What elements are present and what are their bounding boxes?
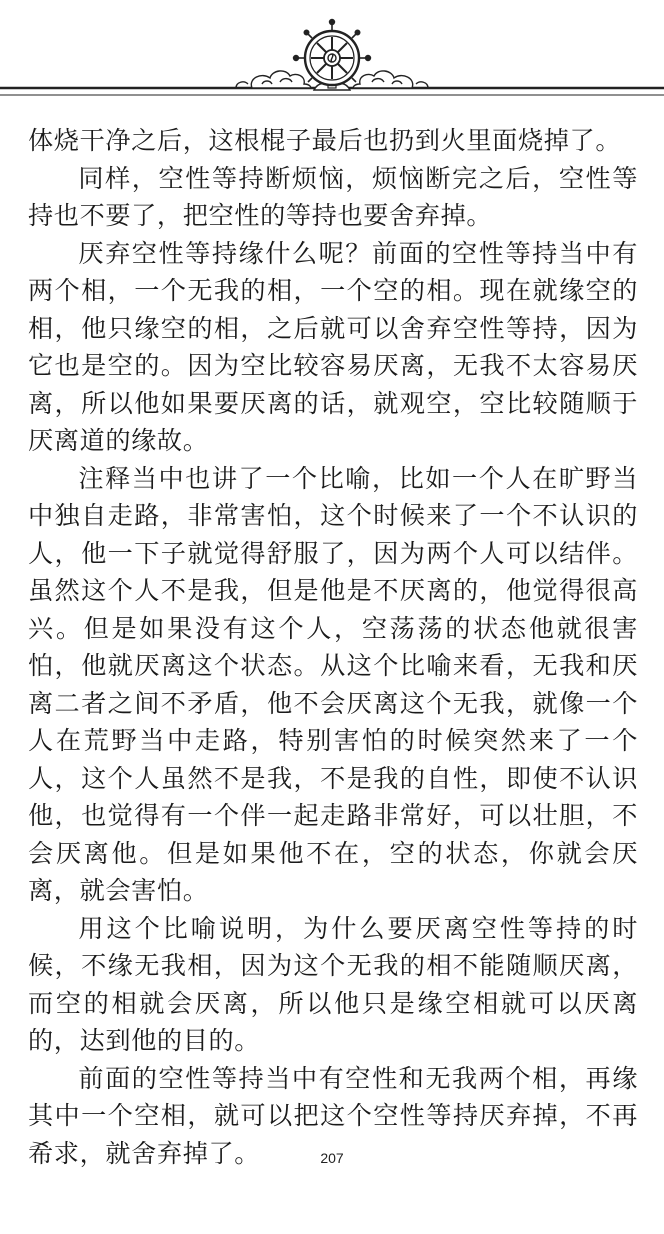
paragraph: 注释当中也讲了一个比喻，比如一个人在旷野当中独自走路，非常害怕，这个时候来了一个不认识的人，他一下子就觉得舒服了，因为两个人可以结伴。虽然这个人不是我，但是他是不厌离的，他觉得很高兴。但是如果没有这个人，空荡荡的状态他就很害怕，他就厌离这个状态。从这个比喻来看，无我和厌离二者之间不矛盾，他不会厌离这个无我，就像一个人在荒野当中走路，特别害怕的时候突然来了一个人，这个人虽然不是我，不是我的自性，即使不认识他，也觉得有一个伴一起走路非常好，可以壮胆，不会厌离他。但是如果他不在，空的状态，你就会厌离，就会害怕。 bbox=[28, 463, 638, 905]
header-ornament bbox=[0, 0, 664, 110]
paragraph: 厌弃空性等持缘什么呢？前面的空性等持当中有两个相，一个无我的相，一个空的相。现在就缘空的相，他只缘空的相，之后就可以舍弃空性等持，因为它也是空的。因为空比较容易厌离，无我不太容易厌离，所以他如果要厌离的话，就观空，空比较随顺于厌离道的缘故。 bbox=[28, 238, 638, 455]
page-number: 207 bbox=[320, 1150, 344, 1166]
paragraph: 用这个比喻说明，为什么要厌离空性等持的时候，不缘无我相，因为这个无我的相不能随顺厌离，而空的相就会厌离，所以他只是缘空相就可以厌离的，达到他的目的。 bbox=[28, 913, 638, 1055]
left-cloud-icon bbox=[236, 71, 311, 88]
page-body bbox=[28, 122, 638, 1172]
paragraph: 同样，空性等持断烦恼，烦恼断完之后，空性等持也不要了，把空性的等持也要舍弃掉。 bbox=[28, 163, 638, 230]
right-cloud-icon bbox=[353, 71, 428, 88]
dharma-wheel-icon bbox=[294, 20, 371, 90]
paragraph: 前面的空性等持当中有空性和无我两个相，再缘其中一个空相，就可以把这个空性等持厌弃掉，不再希求，就舍弃掉了。 bbox=[28, 1063, 638, 1168]
paragraph: 体烧干净之后，这根棍子最后也扔到火里面烧掉了。 bbox=[28, 126, 622, 155]
